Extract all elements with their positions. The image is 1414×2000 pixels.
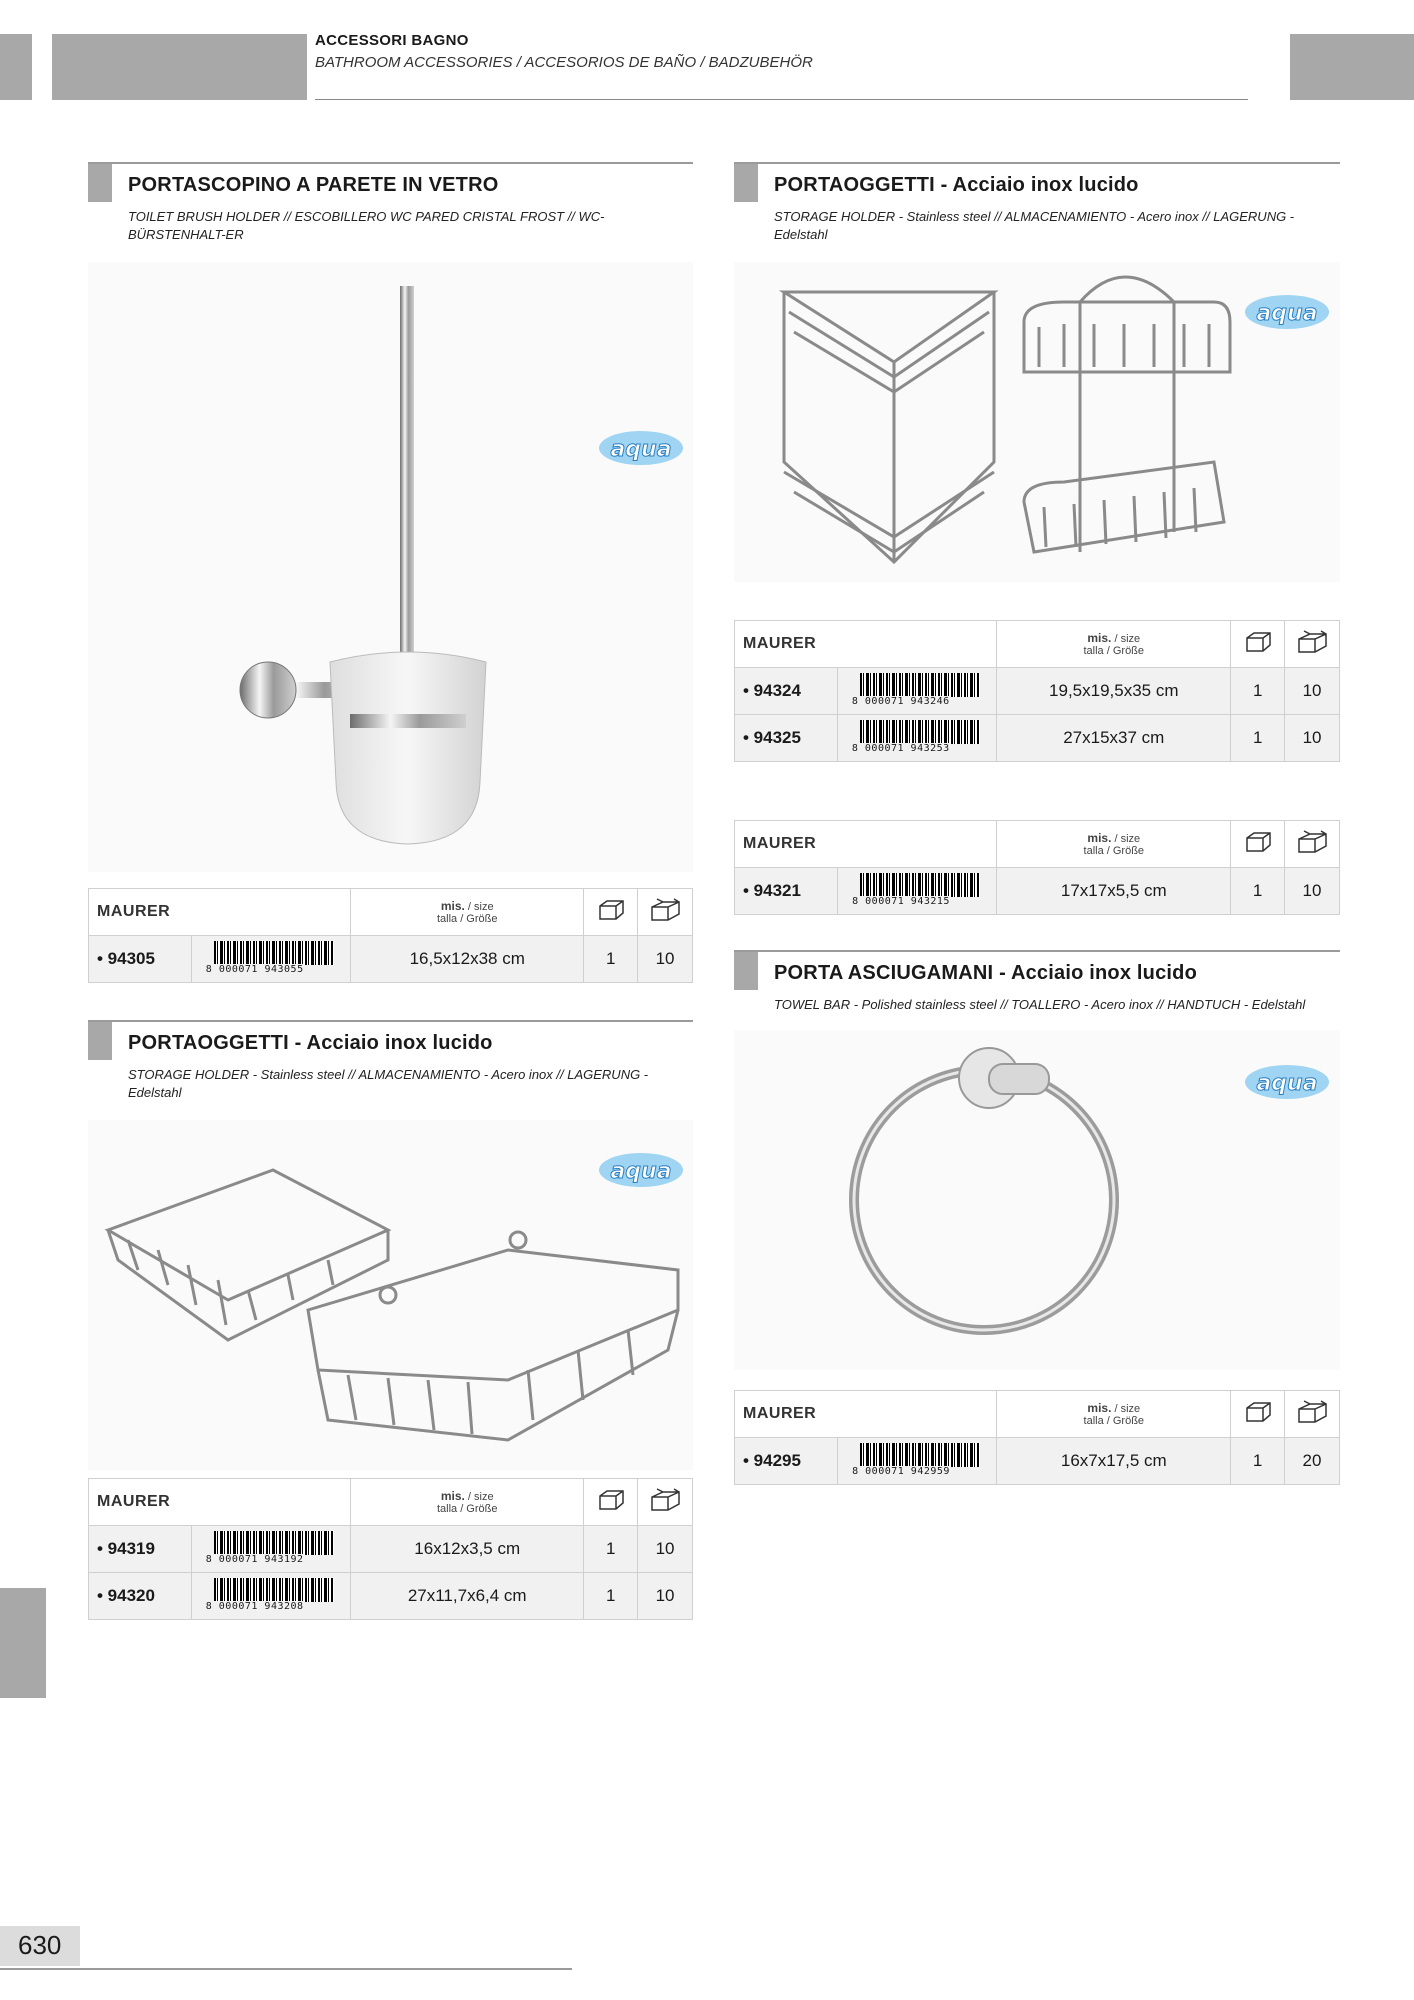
- product-table: [734, 820, 1340, 915]
- size-header: mis. / size talla / Größe: [997, 821, 1231, 868]
- section-subtitle: TOILET BRUSH HOLDER // ESCOBILLERO WC PARED CRISTAL FROST // WC-BÜRSTENHALT-ER: [128, 209, 605, 242]
- table-row: [735, 668, 1340, 715]
- header-subtitle: BATHROOM ACCESSORIES / ACCESORIOS DE BAÑO / BADZUBEHÖR: [315, 54, 813, 71]
- unit-qty: 1: [584, 1573, 638, 1620]
- section-title: PORTAOGGETTI - Acciaio inox lucido: [128, 1032, 493, 1054]
- package-box-icon: [1285, 821, 1340, 868]
- product-code: • 94324: [735, 668, 838, 715]
- table-row: [89, 1526, 693, 1573]
- product-code: • 94305: [89, 936, 192, 983]
- brand-logo: MAURER: [735, 821, 997, 868]
- aqua-badge-label: aqua: [1256, 301, 1318, 326]
- pack-qty: 20: [1285, 1438, 1340, 1485]
- unit-qty: 1: [584, 936, 638, 983]
- aqua-badge-label: aqua: [610, 1159, 672, 1184]
- product-table: [734, 1390, 1340, 1485]
- section-marker: [734, 164, 758, 202]
- product-table: [734, 620, 1340, 762]
- pack-qty: 10: [1285, 868, 1340, 915]
- pack-qty: 10: [1285, 715, 1340, 762]
- header-rule: [315, 99, 1248, 100]
- header-title: ACCESSORI BAGNO: [315, 32, 469, 49]
- aqua-badge-icon: [1242, 290, 1332, 334]
- section-rule: [88, 1020, 693, 1022]
- unit-box-icon: [1231, 821, 1285, 868]
- unit-qty: 1: [1231, 868, 1285, 915]
- product-size: 16x7x17,5 cm: [997, 1438, 1231, 1485]
- brand-logo: MAURER: [89, 1479, 351, 1526]
- unit-box-icon: [584, 889, 638, 936]
- product-size: 19,5x19,5x35 cm: [997, 668, 1231, 715]
- brand-logo: MAURER: [735, 621, 997, 668]
- product-size: 16x12x3,5 cm: [350, 1526, 583, 1573]
- section-title: PORTA ASCIUGAMANI - Acciaio inox lucido: [774, 962, 1198, 984]
- brand-logo: MAURER: [89, 889, 351, 936]
- product-code: • 94321: [735, 868, 838, 915]
- unit-box-icon: [1231, 621, 1285, 668]
- aqua-badge-icon: [596, 426, 686, 470]
- table-row: [735, 1438, 1340, 1485]
- unit-qty: 1: [1231, 1438, 1285, 1485]
- product-code: • 94320: [89, 1573, 192, 1620]
- size-header: mis. / size talla / Größe: [351, 889, 584, 936]
- unit-qty: 1: [1231, 715, 1285, 762]
- barcode: 8 000071 942959: [837, 1438, 997, 1485]
- pack-qty: 10: [638, 1573, 693, 1620]
- table-row: [735, 868, 1340, 915]
- barcode: 8 000071 943246: [837, 668, 997, 715]
- section-title: PORTASCOPINO A PARETE IN VETRO: [128, 174, 499, 196]
- pack-qty: 10: [1285, 668, 1340, 715]
- side-tab: [0, 1588, 46, 1698]
- pack-qty: 10: [638, 936, 693, 983]
- header-tab-right: [1290, 34, 1414, 100]
- footer-rule: [0, 1968, 572, 1970]
- aqua-badge-icon: [1242, 1060, 1332, 1104]
- product-code: • 94319: [89, 1526, 192, 1573]
- barcode: 8 000071 943055: [191, 936, 350, 983]
- product-image-toilet-brush-holder: [88, 262, 693, 872]
- product-size: 16,5x12x38 cm: [351, 936, 584, 983]
- page-number: 630: [18, 1930, 62, 1960]
- product-code: • 94325: [735, 715, 838, 762]
- package-box-icon: [1285, 1391, 1340, 1438]
- section-subtitle: STORAGE HOLDER - Stainless steel // ALMACENAMIENTO - Acero inox // LAGERUNG - Edelstahl: [128, 1067, 649, 1100]
- product-table: [88, 1478, 693, 1620]
- unit-box-icon: [1231, 1391, 1285, 1438]
- size-header: mis. / size talla / Größe: [350, 1479, 583, 1526]
- section-marker: [734, 952, 758, 990]
- product-size: 27x15x37 cm: [997, 715, 1231, 762]
- aqua-badge-label: aqua: [1256, 1071, 1318, 1096]
- brand-logo: MAURER: [735, 1391, 997, 1438]
- aqua-badge-label: aqua: [610, 437, 672, 462]
- header-tab-center: [52, 34, 307, 100]
- section-marker: [88, 164, 112, 202]
- product-table: [88, 888, 693, 983]
- package-box-icon: [638, 1479, 693, 1526]
- header-tab-left: [0, 34, 32, 100]
- barcode: 8 000071 943253: [837, 715, 997, 762]
- table-row: [735, 715, 1340, 762]
- product-size: 17x17x5,5 cm: [997, 868, 1231, 915]
- unit-qty: 1: [584, 1526, 638, 1573]
- section-rule: [88, 162, 693, 164]
- size-header: mis. / size talla / Größe: [997, 621, 1231, 668]
- package-box-icon: [1285, 621, 1340, 668]
- product-code: • 94295: [735, 1438, 838, 1485]
- package-box-icon: [638, 889, 693, 936]
- size-header: mis. / size talla / Größe: [997, 1391, 1231, 1438]
- barcode: 8 000071 943215: [837, 868, 997, 915]
- section-rule: [734, 950, 1340, 952]
- section-title: PORTAOGGETTI - Acciaio inox lucido: [774, 174, 1139, 196]
- section-marker: [88, 1022, 112, 1060]
- unit-box-icon: [584, 1479, 638, 1526]
- section-subtitle: STORAGE HOLDER - Stainless steel // ALMACENAMIENTO - Acero inox // LAGERUNG - Edelstahl: [774, 209, 1295, 242]
- table-row: [89, 936, 693, 983]
- unit-qty: 1: [1231, 668, 1285, 715]
- product-size: 27x11,7x6,4 cm: [350, 1573, 583, 1620]
- section-rule: [734, 162, 1340, 164]
- barcode: 8 000071 943192: [191, 1526, 350, 1573]
- aqua-badge-icon: [596, 1148, 686, 1192]
- barcode: 8 000071 943208: [191, 1573, 350, 1620]
- section-subtitle: TOWEL BAR - Polished stainless steel // TOALLERO - Acero inox // HANDTUCH - Edelstahl: [774, 997, 1306, 1012]
- pack-qty: 10: [638, 1526, 693, 1573]
- table-row: [89, 1573, 693, 1620]
